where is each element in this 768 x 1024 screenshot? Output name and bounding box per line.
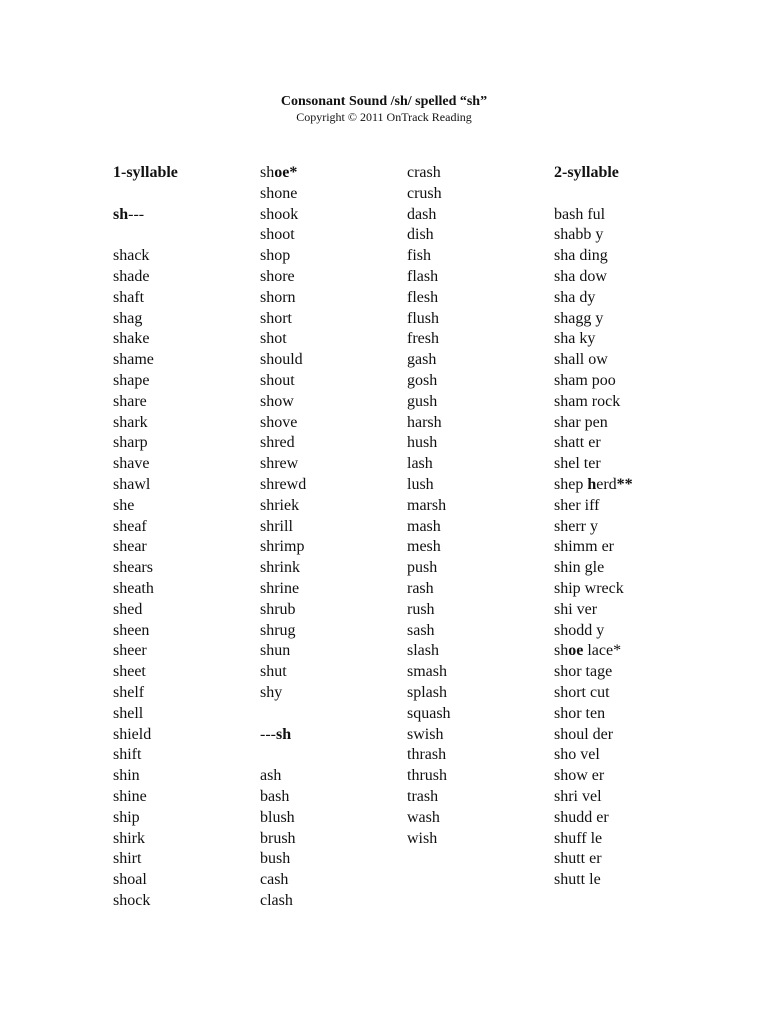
word-entry: shelf — [113, 683, 145, 701]
word-entry: rush — [407, 600, 435, 618]
word-entry: flush — [407, 309, 439, 327]
word-entry: clash — [260, 891, 293, 909]
word-entry — [113, 205, 253, 226]
word-entry: shatt er — [554, 434, 601, 452]
word-column-2 — [260, 163, 400, 912]
word-entry: sha dy — [554, 288, 596, 306]
word-entry: wash — [407, 808, 440, 826]
word-entry: shake — [113, 330, 150, 348]
word-entry: sheet — [113, 663, 146, 681]
word-entry: shi ver — [554, 600, 598, 618]
word-entry: shape — [113, 371, 150, 389]
word-part: --- — [260, 725, 276, 743]
word-entry: shone — [260, 184, 298, 202]
word-entry: sham poo — [554, 371, 616, 389]
word-entry: shel ter — [554, 455, 601, 473]
word-entry: sherr y — [554, 517, 598, 535]
word-part: lace* — [583, 642, 622, 660]
word-entry: shin gle — [554, 559, 605, 577]
blank-line — [260, 704, 400, 725]
word-part: sh — [260, 164, 275, 181]
word-entry: shorn — [260, 288, 296, 306]
word-entry: shodd y — [554, 621, 605, 639]
word-entry: bash — [260, 787, 290, 805]
word-entry: sham rock — [554, 392, 621, 410]
word-entry: shed — [113, 600, 143, 618]
word-entry: shall ow — [554, 351, 608, 369]
word-part: ** — [616, 475, 633, 493]
word-entry: crash — [407, 164, 441, 181]
word-entry: shrew — [260, 455, 299, 473]
word-entry: trash — [407, 787, 439, 805]
word-entry: sha ky — [554, 330, 596, 348]
word-part: erd — [596, 475, 617, 493]
word-entry: shine — [113, 787, 147, 805]
word-entry: crush — [407, 184, 442, 202]
word-entry: slash — [407, 642, 439, 660]
word-entry: shear — [113, 538, 147, 556]
section-heading: 2-syllable — [554, 164, 619, 181]
word-entry: shin — [113, 767, 140, 785]
word-column-3 — [407, 163, 547, 849]
word-entry: gash — [407, 351, 437, 369]
word-entry: show er — [554, 767, 605, 785]
word-entry: she — [113, 496, 135, 514]
word-entry — [554, 475, 694, 496]
word-entry: fish — [407, 247, 431, 265]
word-entry: shark — [113, 413, 148, 431]
word-entry: fresh — [407, 330, 439, 348]
word-entry: flesh — [407, 288, 439, 306]
word-entry: sash — [407, 621, 435, 639]
word-entry: dish — [407, 226, 434, 244]
word-entry: dash — [407, 205, 437, 223]
word-entry: shabb y — [554, 226, 604, 244]
word-entry: shift — [113, 746, 142, 764]
word-entry — [554, 641, 694, 662]
word-entry: shor ten — [554, 704, 606, 722]
word-entry: shirk — [113, 829, 145, 847]
word-entry: shield — [113, 725, 152, 743]
word-entry: shimm er — [554, 538, 614, 556]
word-column-1 — [113, 163, 253, 912]
blank-line — [554, 184, 694, 205]
word-entry: shears — [113, 559, 153, 577]
word-entry: gosh — [407, 371, 438, 389]
word-part: h — [587, 475, 597, 493]
word-entry: shrub — [260, 600, 296, 618]
word-entry: shag — [113, 309, 143, 327]
word-entry: shirt — [113, 850, 142, 868]
word-entry: shell — [113, 704, 144, 722]
word-entry: show — [260, 392, 294, 410]
word-entry: shock — [113, 891, 151, 909]
word-entry: shuff le — [554, 829, 603, 847]
word-entry: swish — [407, 725, 444, 743]
word-entry — [260, 725, 400, 746]
word-entry: sharp — [113, 434, 148, 452]
word-entry: shagg y — [554, 309, 604, 327]
word-entry: shove — [260, 413, 298, 431]
word-entry: bash ful — [554, 205, 606, 223]
word-entry: shar pen — [554, 413, 608, 431]
word-entry: sheath — [113, 579, 154, 597]
word-entry: hush — [407, 434, 438, 452]
word-entry: thrush — [407, 767, 447, 785]
word-entry: shutt er — [554, 850, 602, 868]
copyright-line: Copyright © 2011 OnTrack Reading — [296, 110, 472, 124]
word-entry: short — [260, 309, 292, 327]
word-entry: sha dow — [554, 267, 607, 285]
word-entry: thrash — [407, 746, 447, 764]
word-entry: share — [113, 392, 147, 410]
word-entry: shave — [113, 455, 150, 473]
word-entry: marsh — [407, 496, 447, 514]
word-entry: cash — [260, 871, 289, 889]
word-entry: shop — [260, 247, 291, 265]
word-entry: shawl — [113, 475, 151, 493]
word-part: oe* — [274, 164, 298, 181]
word-entry: shor tage — [554, 663, 613, 681]
word-entry: shoot — [260, 226, 295, 244]
word-entry: lush — [407, 475, 434, 493]
word-entry: shred — [260, 434, 295, 452]
word-entry: shriek — [260, 496, 300, 514]
word-entry: short cut — [554, 683, 610, 701]
document-title: Consonant Sound /sh/ spelled “sh” — [280, 94, 488, 109]
word-entry: harsh — [407, 413, 442, 431]
word-part: --- — [128, 205, 145, 223]
word-entry: ship — [113, 808, 140, 826]
word-entry: sheaf — [113, 517, 147, 535]
blank-line — [113, 225, 253, 246]
word-entry: shack — [113, 247, 150, 265]
word-entry: squash — [407, 704, 451, 722]
word-entry: shutt le — [554, 871, 601, 889]
word-entry: rash — [407, 579, 434, 597]
word-entry: brush — [260, 829, 296, 847]
blank-line — [113, 184, 253, 205]
word-entry: shrimp — [260, 538, 305, 556]
word-entry: shrill — [260, 517, 293, 535]
word-entry: shook — [260, 205, 299, 223]
word-entry: shore — [260, 267, 295, 285]
word-entry — [260, 163, 400, 184]
word-entry: shri vel — [554, 787, 602, 805]
word-entry: wish — [407, 829, 438, 847]
word-entry: mesh — [407, 538, 441, 556]
word-part: oe — [568, 642, 584, 660]
word-entry: shot — [260, 330, 287, 348]
word-entry: shaft — [113, 288, 145, 306]
word-entry: shun — [260, 642, 291, 660]
word-entry: bush — [260, 850, 291, 868]
word-entry: splash — [407, 683, 447, 701]
word-column-4 — [554, 163, 694, 891]
word-entry: shrug — [260, 621, 296, 639]
word-entry: should — [260, 351, 303, 369]
word-entry: shudd er — [554, 808, 609, 826]
word-entry: shoul der — [554, 725, 614, 743]
word-part: sh — [113, 205, 129, 223]
word-part: shep — [554, 475, 588, 493]
word-entry: sha ding — [554, 247, 608, 265]
blank-line — [260, 745, 400, 766]
word-entry: blush — [260, 808, 295, 826]
word-entry: shrine — [260, 579, 300, 597]
word-entry: flash — [407, 267, 439, 285]
word-entry: shout — [260, 371, 295, 389]
word-entry: sher iff — [554, 496, 600, 514]
word-entry: sho vel — [554, 746, 600, 764]
word-entry: shame — [113, 351, 154, 369]
word-entry: sheer — [113, 642, 147, 660]
word-entry: shade — [113, 267, 150, 285]
word-entry: sheen — [113, 621, 150, 639]
word-entry: ship wreck — [554, 579, 624, 597]
word-entry: shoal — [113, 871, 147, 889]
word-entry: smash — [407, 663, 447, 681]
word-entry: ash — [260, 767, 282, 785]
word-entry: gush — [407, 392, 438, 410]
word-entry: mash — [407, 517, 441, 535]
word-part: sh — [554, 642, 569, 660]
word-entry: shy — [260, 683, 283, 701]
word-entry: shut — [260, 663, 287, 681]
word-part: sh — [275, 725, 292, 743]
word-entry: shrink — [260, 559, 300, 577]
section-heading: 1-syllable — [113, 164, 178, 181]
word-entry: push — [407, 559, 438, 577]
word-entry: shrewd — [260, 475, 307, 493]
word-entry: lash — [407, 455, 433, 473]
